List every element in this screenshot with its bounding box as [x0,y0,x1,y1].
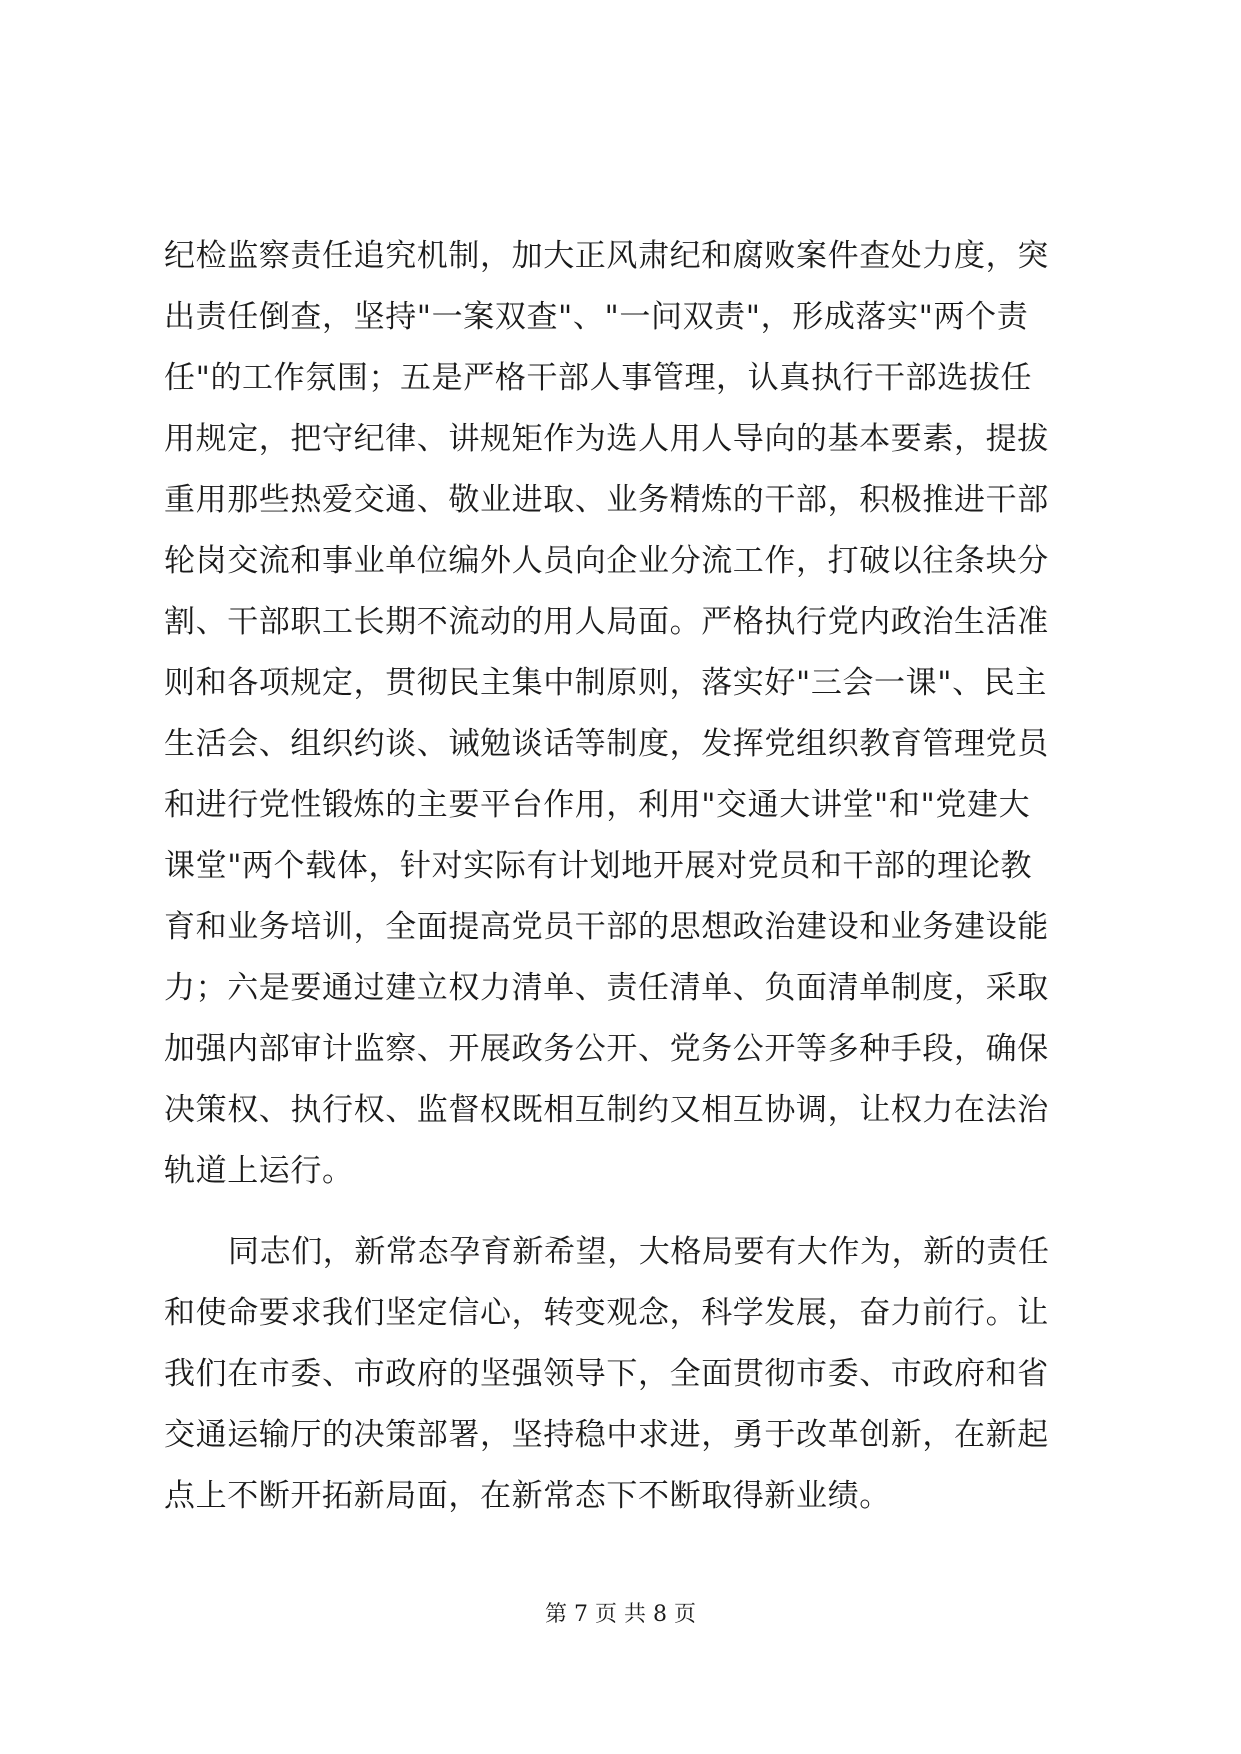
text-line: 出责任倒查，坚持"一案双查"、"一问双责"，形成落实"两个责 [164,299,1029,335]
text-line: 重用那些热爱交通、敬业进取、业务精炼的干部，积极推进干部 [164,482,1049,518]
text-line: 和进行党性锻炼的主要平台作用，利用"交通大讲堂"和"党建大 [164,787,1031,823]
text-line: 生活会、组织约谈、诫勉谈话等制度，发挥党组织教育管理党员 [164,726,1049,762]
text-line: 力；六是要通过建立权力清单、责任清单、负面清单制度，采取 [164,970,1049,1006]
text-line: 纪检监察责任追究机制，加大正风肃纪和腐败案件查处力度，突 [164,238,1049,274]
text-line: 点上不断开拓新局面，在新常态下不断取得新业绩。 [164,1478,891,1514]
text-line: 课堂"两个载体，针对实际有计划地开展对党员和干部的理论教 [164,848,1033,884]
text-line: 育和业务培训，全面提高党员干部的思想政治建设和业务建设能 [164,909,1049,945]
paragraph-2 [164,1222,1084,1527]
text-line: 轮岗交流和事业单位编外人员向企业分流工作，打破以往条块分 [164,543,1049,579]
text-line: 则和各项规定，贯彻民主集中制原则，落实好"三会一课"、民主 [164,665,1047,701]
document-body [164,226,1084,1527]
text-line: 决策权、执行权、监督权既相互制约又相互协调，让权力在法治 [164,1092,1049,1128]
paragraph-spacer [164,1202,1084,1222]
text-line: 轨道上运行。 [164,1153,354,1189]
paragraph-1 [164,226,1084,1202]
text-line: 和使命要求我们坚定信心，转变观念，科学发展，奋力前行。让 [164,1295,1049,1331]
page-number-footer: 第 7 页 共 8 页 [545,1602,696,1627]
text-line: 交通运输厅的决策部署，坚持稳中求进，勇于改革创新，在新起 [164,1417,1049,1453]
text-line: 任"的工作氛围；五是严格干部人事管理，认真执行干部选拔任 [164,360,1033,396]
text-line: 用规定，把守纪律、讲规矩作为选人用人导向的基本要素，提拔 [164,421,1049,457]
text-line: 割、干部职工长期不流动的用人局面。严格执行党内政治生活准 [164,604,1049,640]
text-line: 加强内部审计监察、开展政务公开、党务公开等多种手段，确保 [164,1031,1049,1067]
text-line: 同志们，新常态孕育新希望，大格局要有大作为，新的责任 [228,1234,1050,1270]
text-line: 我们在市委、市政府的坚强领导下，全面贯彻市委、市政府和省 [164,1356,1049,1392]
